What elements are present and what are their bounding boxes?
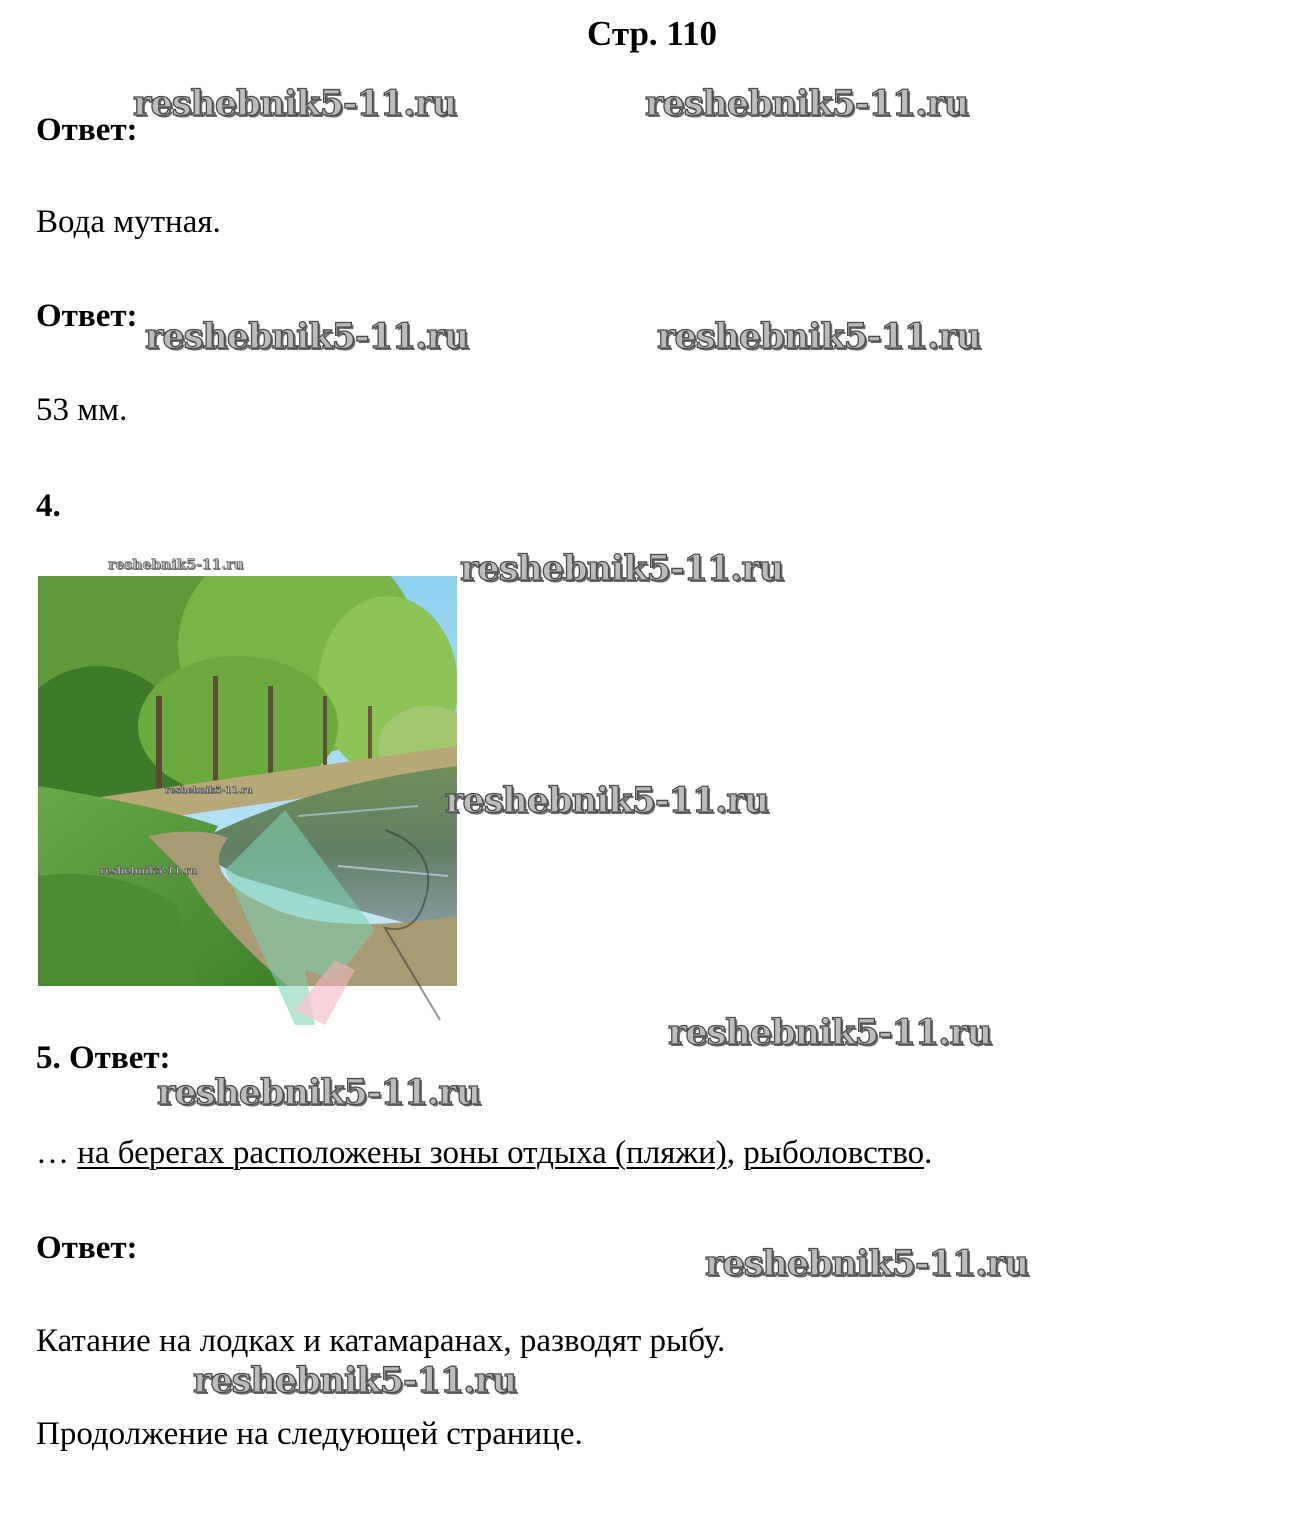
answer-5-underlined-1: на берегах расположены зоны отдыха (пляжи) bbox=[77, 1135, 727, 1171]
answer-5-separator: , bbox=[726, 1135, 744, 1171]
watermark: reshebnik5-11.ru bbox=[165, 786, 253, 796]
answer-text-2: 53 мм. bbox=[36, 392, 128, 428]
watermark: reshebnik5-11.ru bbox=[445, 780, 769, 821]
watermark: reshebnik5-11.ru bbox=[193, 1360, 517, 1401]
watermark: reshebnik5-11.ru bbox=[145, 316, 469, 357]
answer-label-6: Ответ: bbox=[36, 1230, 138, 1266]
watermark: reshebnik5-11.ru bbox=[657, 316, 981, 357]
answer-text-1: Вода мутная. bbox=[36, 204, 221, 240]
watermark: reshebnik5-11.ru bbox=[108, 557, 244, 573]
watermark: reshebnik5-11.ru bbox=[460, 548, 784, 589]
answer-text-6: Катание на лодках и катамаранах, разводят рыбу. bbox=[36, 1323, 726, 1359]
logo-mark bbox=[225, 810, 465, 1035]
page-title: Стр. 110 bbox=[587, 14, 717, 53]
watermark: reshebnik5-11.ru bbox=[100, 866, 197, 877]
watermark: reshebnik5-11.ru bbox=[705, 1243, 1029, 1284]
answer-label-2: Ответ: bbox=[36, 298, 138, 334]
answer-label-5: 5. Ответ: bbox=[36, 1040, 171, 1076]
answer-text-5 bbox=[36, 1135, 932, 1172]
watermark: reshebnik5-11.ru bbox=[668, 1012, 992, 1053]
answer-5-suffix: . bbox=[924, 1135, 933, 1171]
watermark: reshebnik5-11.ru bbox=[645, 83, 969, 124]
watermark: reshebnik5-11.ru bbox=[157, 1072, 481, 1113]
continuation-note: Продолжение на следующей странице. bbox=[36, 1416, 583, 1452]
answer-5-underlined-2: рыболовство bbox=[743, 1135, 925, 1171]
task-number-4: 4. bbox=[36, 488, 61, 524]
answer-5-prefix: … bbox=[36, 1135, 78, 1171]
watermark: reshebnik5-11.ru bbox=[133, 83, 457, 124]
answer-label-1: Ответ: bbox=[36, 112, 138, 148]
